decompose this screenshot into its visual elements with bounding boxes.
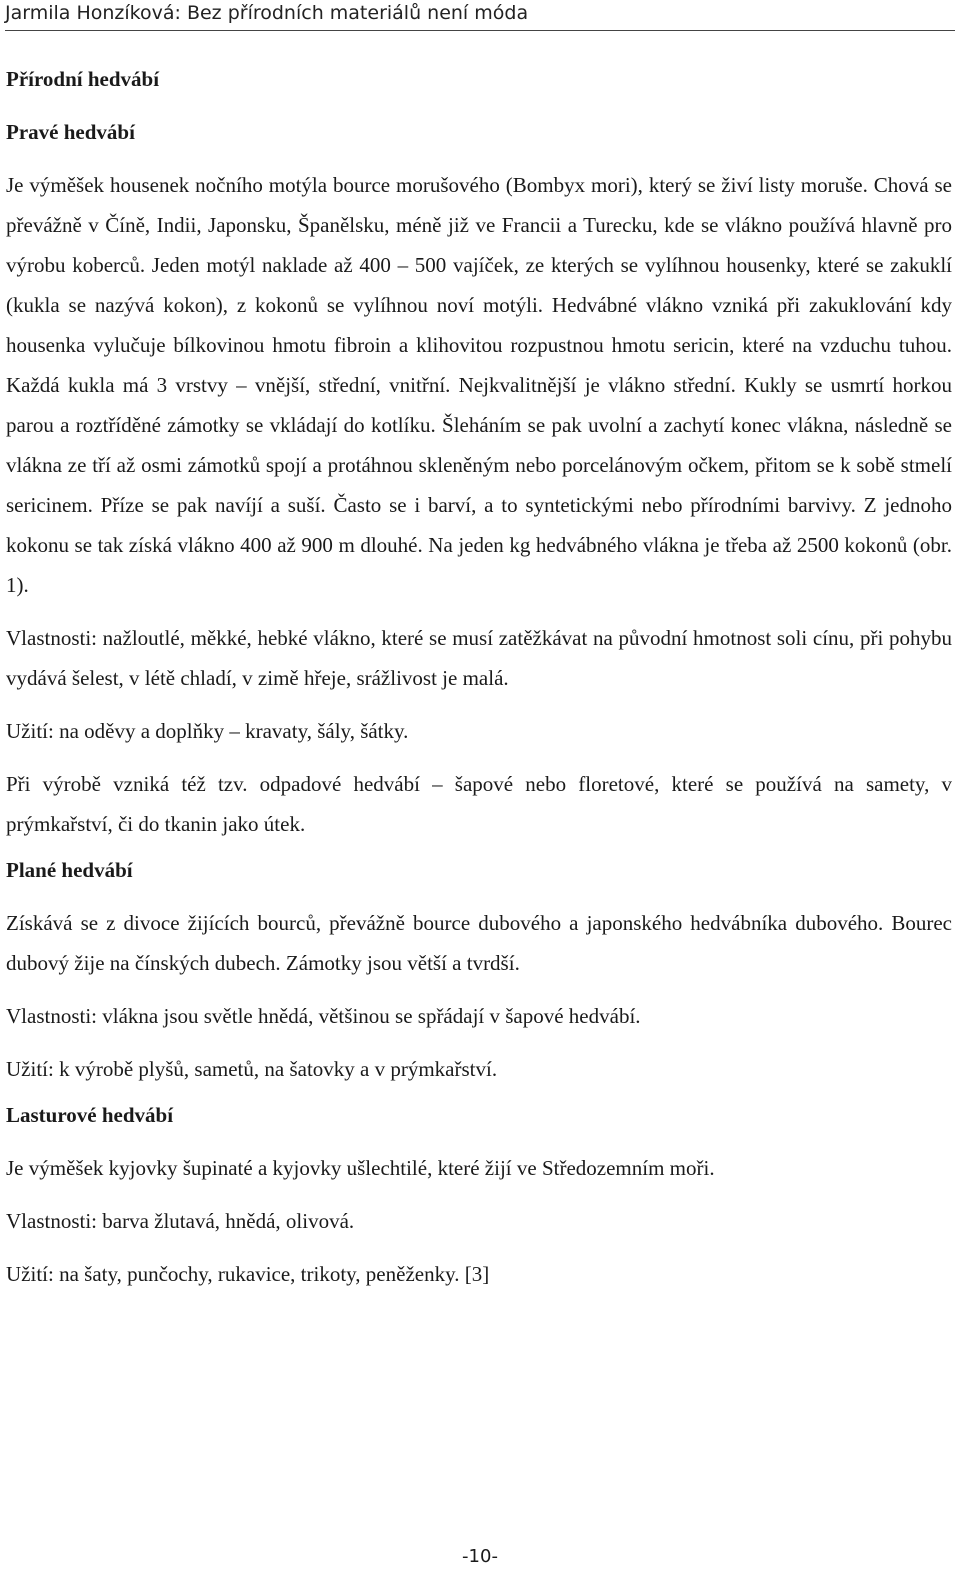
subsection-title-sea-silk: Lasturové hedvábí — [6, 1103, 174, 1127]
running-header — [5, 0, 955, 31]
running-header-title: Jarmila Honzíková: Bez přírodních materiálů není móda — [5, 2, 529, 24]
page-number: -10- — [462, 1546, 498, 1567]
wild-silk-usage: Užití: k výrobě plyšů, sametů, na šatovky a v prýmkařství. — [6, 1057, 498, 1081]
subsection-title-true-silk: Pravé hedvábí — [6, 120, 135, 144]
true-silk-description: Je výměšek housenek nočního motýla bource morušového (Bombyx mori), který se živí listy moruše. Chová se převážně v Číně, Indii, Japonsku, Španělsku, méně již ve Francii a Turecku, kde se vlákno používá hlavně pro výrobu koberců. Jeden motýl naklade až 400 – 500 vajíček, ze kterých se vylíhnou housenky, které se zakuklí (kukla se nazývá kokon), z kokonů se vylíhnou noví motýli. Hedvábné vlákno vzniká při zakuklování kdy housenka vylučuje bílkovinou hmotu fibroin a klihovitou rozpustnou hmotu sericin, které na vzduchu tuhou. Každá kukla má 3 vrstvy – vnější, střední, vnitřní. Nejkvalitnější je vlákno střední. Kukly se usmrtí horkou parou a roztříděné zámotky se vkládají do kotlíku. Šleháním se pak uvolní a zachytí konec vlákna, následně se vlákna ze tří až osmi zámotků spojí a protáhnou skleněným nebo porcelánovým očkem, přitom se k sobě stmelí sericinem. Příze se pak navíjí a suší. Často se i barví, a to syntetickými nebo přírodními barvivy. Z jednoho kokonu se tak získá vlákno 400 až 900 m dlouhé. Na jeden kg hedvábného vlákna je třeba až 2500 kokonů (obr. 1). — [6, 173, 952, 597]
document-body — [6, 66, 952, 1307]
true-silk-waste-silk: Při výrobě vzniká též tzv. odpadové hedvábí – šapové nebo floretové, které se používá na samety, v prýmkařství, či do tkanin jako útek. — [6, 772, 952, 836]
sea-silk-description: Je výměšek kyjovky šupinaté a kyjovky ušlechtilé, které žijí ve Středozemním moři. — [6, 1156, 715, 1180]
section-title-natural-silk: Přírodní hedvábí — [6, 67, 160, 91]
wild-silk-properties: Vlastnosti: vlákna jsou světle hnědá, většinou se spřádají v šapové hedvábí. — [6, 1004, 641, 1028]
subsection-title-wild-silk: Plané hedvábí — [6, 858, 133, 882]
sea-silk-usage: Užití: na šaty, punčochy, rukavice, trikoty, peněženky. [3] — [6, 1262, 490, 1286]
wild-silk-description: Získává se z divoce žijících bourců, převážně bource dubového a japonského hedvábníka dubového. Bourec dubový žije na čínských dubech. Zámotky jsou větší a tvrdší. — [6, 911, 952, 975]
sea-silk-properties: Vlastnosti: barva žlutavá, hnědá, olivová. — [6, 1209, 355, 1233]
true-silk-properties: Vlastnosti: nažloutlé, měkké, hebké vlákno, které se musí zatěžkávat na původní hmotnost soli cínu, při pohybu vydává šelest, v létě chladí, v zimě hřeje, srážlivost je malá. — [6, 626, 952, 690]
true-silk-usage: Užití: na oděvy a doplňky – kravaty, šály, šátky. — [6, 719, 409, 743]
